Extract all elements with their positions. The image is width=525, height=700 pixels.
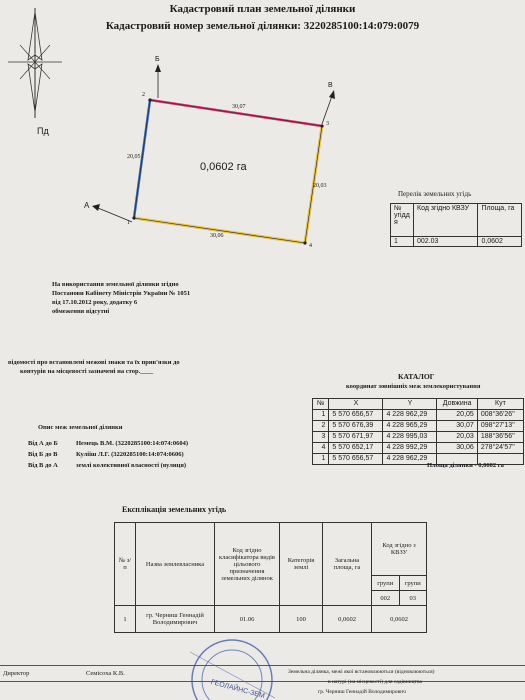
catalog-header: X [329,399,383,410]
catalog-cell: 4 228 962,29 [383,410,437,421]
neighbors-segment: Від А до Б [28,440,58,447]
restriction-line: Постанови Кабінету Міністрів України № 1051 [52,290,191,297]
neighbor-label-b: Б [155,56,160,63]
explication-cell: 01.06 [215,606,280,633]
explication-cell: 0,0602 [323,606,372,633]
compass-label: Пд [37,126,49,136]
catalog-cell: 008°36'26" [477,410,523,421]
neighbors-owner: Немець В.М. (3220285100:14:074:0604) [76,440,188,447]
point-label-3: 3 [326,121,329,127]
catalog-cell: 098°27'13" [477,421,523,432]
landuse-header-area: Площа, га [478,204,522,237]
explication-cell: 100 [280,606,323,633]
landuse-cell: 1 [391,237,414,247]
catalog-cell: 4 228 995,03 [383,432,437,443]
neighbors-owner: Кулііш Л.Г. (3220285100:14:074:0606) [76,451,184,458]
footer-person: Семісоха К.В. [86,670,125,677]
catalog-cell: 5 570 656,57 [329,454,383,465]
restriction-line: На використання земельної ділянки згідно [52,281,179,288]
boundary-note-line: контурів на місцевості зазначені на стор.____ [20,368,154,375]
explication-group-code: 002 [372,591,400,606]
length-label-2-3: 30,07 [232,104,246,110]
document-title: Кадастровий план земельної ділянки [169,3,356,15]
catalog-area-note: Площа ділянки - 0,0602 га [427,462,504,469]
boundary-note-line: відомості про встановлені межові знаки та їх прив'язки до [8,359,180,366]
explication-cell: 0,0602 [372,606,427,633]
catalog-cell: 5 570 676,39 [329,421,383,432]
catalog-cell: 4 228 992,29 [383,443,437,454]
landuse-cell: 0,0602 [478,237,522,247]
length-label-1-2: 20,05 [127,154,141,160]
footer-divider [0,681,525,682]
explication-header-num: № з/п [115,523,136,606]
neighbors-segment: Від Б до В [28,451,58,458]
catalog-header: Кут [477,399,523,410]
length-label-4-1: 30,06 [210,233,224,239]
catalog-cell: 188°36'56" [477,432,523,443]
catalog-title: КАТАЛОГ [398,372,435,381]
neighbor-label-v: В [328,82,333,89]
explication-group-code: 03 [399,591,427,606]
point-label-4: 4 [309,243,312,249]
catalog-cell: 1 [313,454,329,465]
point-label-1: 1 [127,220,130,226]
explication-title: Експлікація земельних угідь [122,505,227,514]
catalog-cell: 1 [313,410,329,421]
footer-note-line: в натурі (на місцевості) для садівництва [328,679,422,685]
catalog-cell: 4 [313,443,329,454]
stamp-text: ГЕОЛАЙНС-ЗЕМ [210,678,266,700]
explication-header-category: Категорія землі [280,523,323,606]
length-label-3-4: 20,03 [313,183,327,189]
neighbors-title: Опис меж земельної ділянки [38,424,123,431]
explication-header-name: Назва землевласника [136,523,215,606]
explication-cell: 1 [115,606,136,633]
catalog-cell: 5 570 656,57 [329,410,383,421]
catalog-cell: 4 228 962,29 [383,454,437,465]
catalog-cell: 5 570 652,17 [329,443,383,454]
landuse-title: Перелік земельних угідь [398,190,472,198]
landuse-header-code: Код згідно КВЗУ [414,204,478,237]
footer-note-line: гр. Черниш Геннадій Володимирович [318,689,406,695]
explication-header-code: Код згідно класифікатора видів цільового призначення земельних ділянок [215,523,280,606]
catalog-cell: 278°24'57" [477,443,523,454]
catalog-cell: 30,07 [437,421,477,432]
footer-note [288,667,435,697]
neighbor-label-a: А [84,201,90,210]
landuse-cell: 002.03 [414,237,478,247]
explication-header-area: Загальна площа, га [323,523,372,606]
explication-header-kvzu: Код згідно з КВЗУ [372,523,427,576]
explication-header-group: групи [372,576,400,591]
catalog-cell: 20,05 [437,410,477,421]
point-label-2: 2 [142,92,145,98]
landuse-header-num: № угідд я [391,204,414,237]
explication-cell: гр. Черниш Геннадій Володимирович [136,606,215,633]
parcel-area: 0,0602 га [200,161,247,173]
catalog-header: Довжина [437,399,477,410]
catalog-header: Y [383,399,437,410]
restriction-line: від 17.10.2012 року, додатку 6 [52,299,138,306]
footer-role: Директор [3,670,30,677]
catalog-cell: 3 [313,432,329,443]
catalog-cell: 30,06 [437,443,477,454]
catalog-cell: 20,03 [437,432,477,443]
catalog-header: № [313,399,329,410]
catalog-subtitle: координат зовнішніх меж землекористування [346,383,481,390]
cadastral-number: Кадастровий номер земельної ділянки: 3220285100:14:079:0079 [105,20,420,32]
catalog-cell: 5 570 671,97 [329,432,383,443]
neighbors-owner: землі колективної власності (вулиця) [76,462,187,469]
restriction-line: обмеження відсутні [52,308,110,315]
catalog-cell: 4 228 965,29 [383,421,437,432]
explication-header-group: групи [399,576,427,591]
footer-note-line: Земельна ділянка, межі якої встановлюються (відновлюються) [288,669,435,675]
catalog-cell: 2 [313,421,329,432]
footer-divider [0,665,525,666]
neighbors-segment: Від В до А [28,462,58,469]
